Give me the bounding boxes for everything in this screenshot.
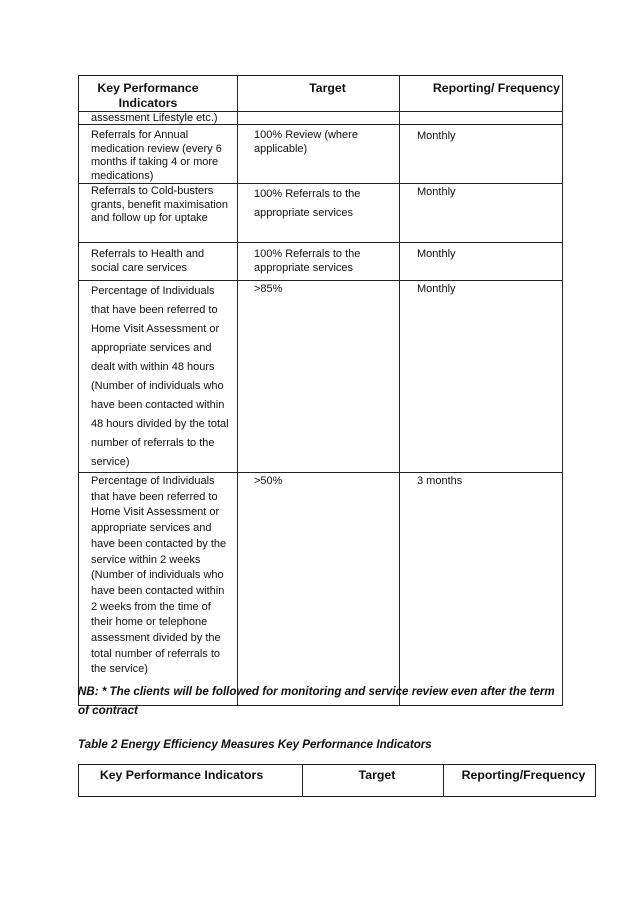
cell-kpi: Referrals to Health and social care services	[79, 243, 238, 281]
energy-kpi-table	[78, 764, 596, 797]
table-row	[79, 473, 563, 706]
header-target: Target	[238, 76, 400, 112]
cell-frequency: Monthly	[400, 281, 563, 473]
header-kpi: Key Performance Indicators	[79, 765, 303, 797]
header-frequency: Reporting/Frequency	[444, 765, 596, 797]
cell-frequency: Monthly	[400, 243, 563, 281]
cell-target	[238, 112, 400, 125]
table-row	[79, 243, 563, 281]
header-kpi: Key Performance Indicators	[79, 76, 238, 112]
cell-kpi: Referrals to Cold-busters grants, benefit maximisation and follow up for uptake	[79, 184, 238, 243]
cell-frequency	[400, 112, 563, 125]
cell-target: 100% Referrals to the appropriate services	[238, 184, 400, 243]
cell-kpi: Percentage of Individuals that have been referred to Home Visit Assessment or appropriate services and dealt with within 48 hours (Number of individuals who have been contacted within 48 hours divided by the total number of referrals to the service)	[79, 281, 238, 473]
cell-target: 100% Review (where applicable)	[238, 125, 400, 184]
table-caption: Table 2 Energy Efficiency Measures Key Performance Indicators	[78, 738, 432, 751]
cell-frequency: 3 months	[400, 473, 563, 706]
cell-kpi: Referrals for Annual medication review (every 6 months if taking 4 or more medications)	[79, 125, 238, 184]
cell-kpi: Percentage of Individuals that have been referred to Home Visit Assessment or appropriate services and have been contacted by the service within 2 weeks (Number of individuals who have been contacted within 2 weeks from the time of their home or telephone assessment divided by the total number of referrals to the service)	[79, 473, 238, 706]
table-header-row	[79, 76, 563, 112]
table-row	[79, 112, 563, 125]
cell-frequency: Monthly	[400, 125, 563, 184]
cell-target: >50%	[238, 473, 400, 706]
cell-frequency: Monthly	[400, 184, 563, 243]
table-row	[79, 184, 563, 243]
kpi-table	[78, 75, 563, 706]
cell-target: 100% Referrals to the appropriate services	[238, 243, 400, 281]
contract-note: NB: * The clients will be followed for monitoring and service review even after the term of contract	[78, 685, 555, 717]
header-frequency: Reporting/ Frequency	[400, 76, 563, 112]
table-row	[79, 281, 563, 473]
header-target: Target	[303, 765, 444, 797]
table-header-row	[79, 765, 596, 797]
cell-kpi: assessment Lifestyle etc.)	[79, 112, 238, 125]
cell-target: >85%	[238, 281, 400, 473]
table-row	[79, 125, 563, 184]
